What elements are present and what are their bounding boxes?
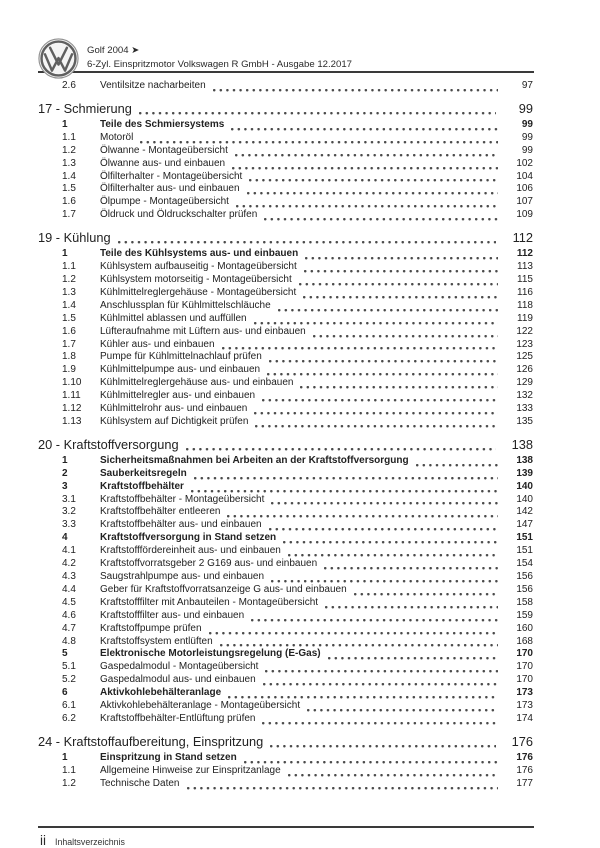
entry-page-number: 126 — [516, 364, 533, 376]
header-subtitle: 6-Zyl. Einspritzmotor Volkswagen R GmbH - Ausgabe 12.2017 — [87, 58, 353, 70]
toc-entry — [38, 403, 533, 416]
entry-page-number: 140 — [516, 493, 533, 505]
entry-title: Gaspedalmodul - Montageübersicht — [100, 661, 259, 673]
dot-leader-icon — [269, 528, 498, 531]
entry-page-number: 133 — [516, 403, 533, 415]
entry-number: 1.6 — [62, 325, 76, 337]
entry-title: Elektronische Motorleistungsregelung (E-Gas) — [100, 648, 321, 660]
toc-entry — [38, 648, 533, 661]
entry-title: Kühlmittelreglergehäuse aus- und einbauen — [100, 377, 294, 389]
toc-entry — [38, 674, 533, 687]
dot-leader-icon — [267, 373, 498, 376]
entry-number: 2.6 — [62, 80, 76, 91]
entry-number: 1.3 — [62, 286, 76, 298]
entry-title: Motoröl — [100, 131, 134, 143]
entry-title: Allgemeine Hinweise zur Einspritzanlage — [100, 764, 281, 776]
dot-leader-icon — [324, 567, 498, 570]
entry-title: Saugstrahlpumpe aus- und einbauen — [100, 571, 265, 582]
dot-leader-icon — [262, 399, 498, 402]
toc-entry — [38, 571, 533, 584]
dot-leader-icon — [232, 167, 498, 170]
toc-body — [0, 73, 600, 826]
entry-page-number: 176 — [516, 751, 533, 763]
entry-number: 2 — [62, 467, 68, 479]
toc-entry — [38, 80, 533, 93]
dot-leader-icon — [269, 360, 498, 363]
dot-leader-icon — [305, 257, 498, 260]
entry-title: Kühlmittelreglergehäuse - Montageübersicht — [100, 286, 297, 298]
entry-number: 1.7 — [62, 209, 76, 221]
entry-title: Anschlussplan für Kühlmittelschläuche — [100, 299, 271, 311]
entry-title: Geber für Kraftstoffvorratsanzeige G aus- und einbauen — [100, 583, 347, 595]
entry-number: 4.4 — [62, 583, 76, 595]
entry-title: Technische Daten — [100, 777, 180, 789]
entry-number: 1.4 — [62, 299, 76, 311]
footer-page-number: ii — [40, 833, 46, 848]
toc-entry — [38, 364, 533, 377]
entry-title: Ölwanne - Montageübersicht — [100, 144, 228, 156]
entry-number: 6.1 — [62, 700, 76, 712]
vw-logo-icon — [38, 38, 79, 79]
entry-number: 6.2 — [62, 712, 76, 724]
entry-title: Kühlsystem auf Dichtigkeit prüfen — [100, 415, 249, 427]
entry-page-number: 177 — [516, 777, 533, 789]
entry-title: Kraftstoffbehälter - Montageübersicht — [100, 493, 265, 505]
entry-page-number: 154 — [516, 558, 533, 570]
entry-page-number: 147 — [516, 519, 533, 531]
entry-number: 4.7 — [62, 622, 76, 634]
page-footer — [0, 828, 600, 848]
toc-entry — [38, 455, 533, 468]
dot-leader-icon — [263, 683, 498, 686]
dot-leader-icon — [300, 386, 498, 389]
dot-leader-icon — [186, 448, 496, 451]
dot-leader-icon — [254, 322, 498, 325]
toc-entry — [38, 377, 533, 390]
entry-title: Kühlmittelrohr aus- und einbauen — [100, 403, 248, 415]
entry-page-number: 118 — [517, 299, 533, 311]
entry-number: 1.9 — [62, 364, 76, 376]
dot-leader-icon — [227, 515, 498, 518]
header-rule — [38, 71, 534, 73]
toc-entry — [38, 209, 533, 222]
entry-title: Teile des Kühlsystems aus- und einbauen — [100, 248, 299, 260]
dot-leader-icon — [278, 309, 498, 312]
chapter-title: 17 - Schmierung — [38, 100, 132, 116]
entry-number: 1.1 — [62, 261, 76, 273]
toc-entry — [38, 300, 533, 313]
entry-page-number: 151 — [516, 532, 533, 544]
dot-leader-icon — [118, 241, 496, 244]
entry-page-number: 138 — [516, 454, 533, 466]
dot-leader-icon — [303, 296, 498, 299]
chapter-page-number: 112 — [512, 230, 533, 246]
entry-title: Einspritzung in Stand setzen — [100, 751, 237, 763]
toc-entry — [38, 183, 533, 196]
entry-page-number: 168 — [516, 635, 533, 647]
entry-page-number: 113 — [517, 261, 533, 273]
header-model-line: Golf 2004 ➤ — [87, 45, 140, 56]
entry-number: 3.3 — [62, 519, 76, 531]
dot-leader-icon — [325, 606, 498, 609]
entry-number: 5.2 — [62, 674, 76, 686]
entry-number: 1.10 — [62, 377, 82, 389]
dot-leader-icon — [270, 745, 496, 748]
entry-page-number: 102 — [516, 157, 533, 169]
dot-leader-icon — [313, 335, 498, 338]
toc-entry — [38, 274, 533, 287]
entry-page-number: 140 — [516, 480, 533, 492]
entry-title: Gaspedalmodul aus- und einbauen — [100, 674, 256, 686]
toc-entry — [38, 390, 533, 403]
dot-leader-icon — [299, 283, 498, 286]
entry-number: 3 — [62, 480, 68, 492]
dot-leader-icon — [231, 128, 498, 131]
entry-page-number: 122 — [516, 325, 533, 337]
dot-leader-icon — [187, 787, 499, 790]
entry-page-number: 119 — [517, 312, 533, 324]
entry-number: 4.1 — [62, 545, 76, 557]
entry-page-number: 97 — [521, 80, 533, 91]
entry-page-number: 159 — [516, 609, 533, 621]
toc-entry — [38, 351, 533, 364]
entry-title: Ventilsitze nacharbeiten — [100, 80, 206, 91]
entry-number: 1 — [62, 118, 68, 130]
toc-entry — [38, 713, 533, 726]
entry-number: 6 — [62, 687, 68, 699]
toc-entry — [38, 584, 533, 597]
entry-page-number: 176 — [516, 764, 533, 776]
entry-title: Teile des Schmiersystems — [100, 118, 225, 130]
toc-chapter-heading — [38, 230, 533, 246]
entry-page-number: 174 — [516, 712, 533, 724]
entry-number: 5 — [62, 648, 68, 660]
dot-leader-icon — [247, 192, 498, 195]
toc-entry — [38, 248, 533, 261]
toc-entry — [38, 326, 533, 339]
entry-page-number: 106 — [516, 183, 533, 195]
entry-number: 1 — [62, 248, 68, 260]
chapter-title: 19 - Kühlung — [38, 230, 111, 246]
toc-entry — [38, 468, 533, 481]
entry-number: 1.7 — [62, 338, 76, 350]
toc-entry — [38, 661, 533, 674]
dot-leader-icon — [288, 554, 498, 557]
entry-page-number: 104 — [516, 170, 533, 182]
entry-page-number: 99 — [521, 131, 533, 143]
entry-number: 1.8 — [62, 351, 76, 363]
entry-title: Ölfilterhalter aus- und einbauen — [100, 183, 240, 195]
chapter-page-number: 176 — [511, 733, 533, 749]
entry-title: Kühlmittelregler aus- und einbauen — [100, 390, 256, 402]
dot-leader-icon — [222, 347, 498, 350]
entry-title: Kühler aus- und einbauen — [100, 338, 215, 350]
dot-leader-icon — [254, 412, 498, 415]
dot-leader-icon — [328, 657, 498, 660]
chapter-title: 24 - Kraftstoffaufbereitung, Einspritzung — [38, 733, 264, 749]
toc-entry — [38, 494, 533, 507]
entry-number: 1.4 — [62, 170, 76, 182]
entry-title: Kraftstofffördereinheit aus- und einbauen — [100, 545, 281, 557]
entry-number: 1.5 — [62, 312, 76, 324]
dot-leader-icon — [140, 141, 498, 144]
entry-page-number: 156 — [516, 583, 533, 595]
entry-number: 1.5 — [62, 183, 76, 195]
entry-page-number: 129 — [516, 377, 533, 389]
toc-entry — [38, 171, 533, 184]
entry-page-number: 107 — [516, 196, 533, 208]
entry-title: Lüfteraufnahme mit Lüftern aus- und einbauen — [100, 325, 306, 337]
entry-page-number: 99 — [521, 144, 533, 156]
entry-title: Ölwanne aus- und einbauen — [100, 157, 226, 169]
entry-page-number: 112 — [516, 248, 533, 260]
entry-number: 4.2 — [62, 558, 76, 570]
entry-page-number: 116 — [517, 286, 533, 298]
entry-title: Kraftstoffbehälter — [100, 480, 184, 492]
toc-entry — [38, 623, 533, 636]
entry-number: 1.12 — [62, 403, 82, 415]
dot-leader-icon — [236, 205, 498, 208]
toc-entry — [38, 119, 533, 132]
entry-page-number: 170 — [516, 648, 533, 660]
toc-entry — [38, 313, 533, 326]
entry-title: Kraftstoffvorratsgeber 2 G169 aus- und einbauen — [100, 558, 318, 570]
entry-number: 1.1 — [62, 764, 76, 776]
entry-number: 1.2 — [62, 144, 76, 156]
chapter-page-number: 99 — [518, 100, 533, 116]
entry-title: Kraftstofffilter aus- und einbauen — [100, 609, 245, 621]
entry-number: 1 — [62, 454, 68, 466]
entry-page-number: 125 — [516, 351, 533, 363]
entry-title: Öldruck und Öldruckschalter prüfen — [100, 209, 258, 221]
dot-leader-icon — [271, 502, 498, 505]
entry-number: 4.3 — [62, 571, 76, 582]
toc-entry — [38, 636, 533, 649]
entry-number: 1.13 — [62, 415, 82, 427]
dot-leader-icon — [235, 154, 498, 157]
entry-page-number: 160 — [516, 622, 533, 634]
page-header — [0, 0, 600, 71]
dot-leader-icon — [354, 593, 498, 596]
toc-entry — [38, 558, 533, 571]
dot-leader-icon — [209, 632, 498, 635]
entry-number: 1 — [62, 751, 68, 763]
dot-leader-icon — [288, 774, 498, 777]
toc-entry — [38, 700, 533, 713]
toc-entry — [38, 158, 533, 171]
chapter-page-number: 138 — [511, 436, 533, 452]
entry-title: Kühlsystem aufbauseitig - Montageübersicht — [100, 261, 297, 273]
toc-entry — [38, 261, 533, 274]
entry-number: 5.1 — [62, 661, 76, 673]
dot-leader-icon — [191, 490, 498, 493]
entry-number: 1.11 — [62, 390, 81, 402]
entry-number: 4 — [62, 532, 68, 544]
entry-page-number: 135 — [516, 415, 533, 427]
entry-page-number: 115 — [517, 273, 533, 285]
chapter-title: 20 - Kraftstoffversorgung — [38, 436, 179, 452]
entry-number: 1.2 — [62, 777, 76, 789]
toc-entry — [38, 145, 533, 158]
dot-leader-icon — [139, 112, 496, 115]
entry-title: Kraftstofffilter mit Anbauteilen - Montageübersicht — [100, 596, 319, 608]
entry-title: Kraftstoffbehälter entleeren — [100, 506, 221, 518]
entry-page-number: 170 — [516, 674, 533, 686]
dot-leader-icon — [265, 670, 498, 673]
toc-entry — [38, 610, 533, 623]
dot-leader-icon — [251, 619, 498, 622]
toc-entry — [38, 416, 533, 429]
toc-chapter-heading — [38, 101, 533, 117]
dot-leader-icon — [283, 541, 498, 544]
entry-number: 3.1 — [62, 493, 76, 505]
dot-leader-icon — [249, 179, 498, 182]
entry-page-number: 139 — [516, 467, 533, 479]
entry-title: Kühlmittel ablassen und auffüllen — [100, 312, 247, 324]
toc-entry — [38, 765, 533, 778]
toc-entry — [38, 545, 533, 558]
toc-entry — [38, 132, 533, 145]
entry-title: Aktivkohlebehälteranlage — [100, 687, 222, 699]
entry-title: Kühlmittelpumpe aus- und einbauen — [100, 364, 261, 376]
entry-number: 3.2 — [62, 506, 76, 518]
entry-title: Kraftstoffbehälter-Entlüftung prüfen — [100, 712, 256, 724]
toc-entry — [38, 597, 533, 610]
dot-leader-icon — [220, 644, 498, 647]
entry-title: Kraftstoffbehälter aus- und einbauen — [100, 519, 262, 531]
entry-title: Ölfilterhalter - Montageübersicht — [100, 170, 243, 182]
entry-title: Pumpe für Kühlmittelnachlauf prüfen — [100, 351, 262, 363]
entry-page-number: 99 — [521, 118, 533, 130]
entry-number: 1.6 — [62, 196, 76, 208]
dot-leader-icon — [228, 696, 498, 699]
entry-page-number: 170 — [516, 661, 533, 673]
dot-leader-icon — [255, 425, 498, 428]
entry-page-number: 156 — [516, 571, 533, 582]
dot-leader-icon — [264, 218, 498, 221]
entry-number: 4.8 — [62, 635, 76, 647]
entry-title: Kraftstoffversorgung in Stand setzen — [100, 532, 277, 544]
entry-title: Ölpumpe - Montageübersicht — [100, 196, 229, 208]
toc-entry — [38, 196, 533, 209]
toc-entry — [38, 532, 533, 545]
dot-leader-icon — [307, 709, 498, 712]
footer-section-label: Inhaltsverzeichnis — [55, 837, 125, 847]
entry-page-number: 109 — [516, 209, 533, 221]
entry-page-number: 132 — [516, 390, 533, 402]
entry-title: Kühlsystem motorseitig - Montageübersicht — [100, 273, 292, 285]
header-text — [87, 44, 352, 71]
toc-entry — [38, 778, 533, 791]
entry-number: 4.5 — [62, 596, 76, 608]
entry-number: 1.1 — [62, 131, 76, 143]
entry-title: Kraftstoffpumpe prüfen — [100, 622, 202, 634]
entry-number: 1.2 — [62, 273, 76, 285]
toc-entry — [38, 506, 533, 519]
dot-leader-icon — [304, 270, 498, 273]
entry-page-number: 123 — [516, 338, 533, 350]
entry-title: Sicherheitsmaßnahmen bei Arbeiten an der Kraftstoffversorgung — [100, 454, 409, 466]
entry-page-number: 142 — [516, 506, 533, 518]
dot-leader-icon — [213, 89, 498, 92]
toc-entry — [38, 752, 533, 765]
toc-entry — [38, 339, 533, 352]
toc-entry — [38, 687, 533, 700]
entry-page-number: 151 — [516, 545, 533, 557]
toc-entry — [38, 519, 533, 532]
entry-page-number: 158 — [516, 596, 533, 608]
dot-leader-icon — [262, 722, 498, 725]
entry-page-number: 173 — [516, 700, 533, 712]
entry-title: Aktivkohlebehälteranlage - Montageübersicht — [100, 700, 301, 712]
entry-number: 4.6 — [62, 609, 76, 621]
entry-title: Sauberkeitsregeln — [100, 467, 187, 479]
entry-page-number: 173 — [516, 687, 533, 699]
toc-chapter-heading — [38, 734, 533, 750]
toc-chapter-heading — [38, 437, 533, 453]
dot-leader-icon — [194, 477, 498, 480]
dot-leader-icon — [244, 761, 498, 764]
toc-entry — [38, 287, 533, 300]
toc-entry — [38, 481, 533, 494]
entry-title: Kraftstoffsystem entlüften — [100, 635, 213, 647]
dot-leader-icon — [271, 580, 498, 583]
entry-number: 1.3 — [62, 157, 76, 169]
dot-leader-icon — [416, 464, 498, 467]
